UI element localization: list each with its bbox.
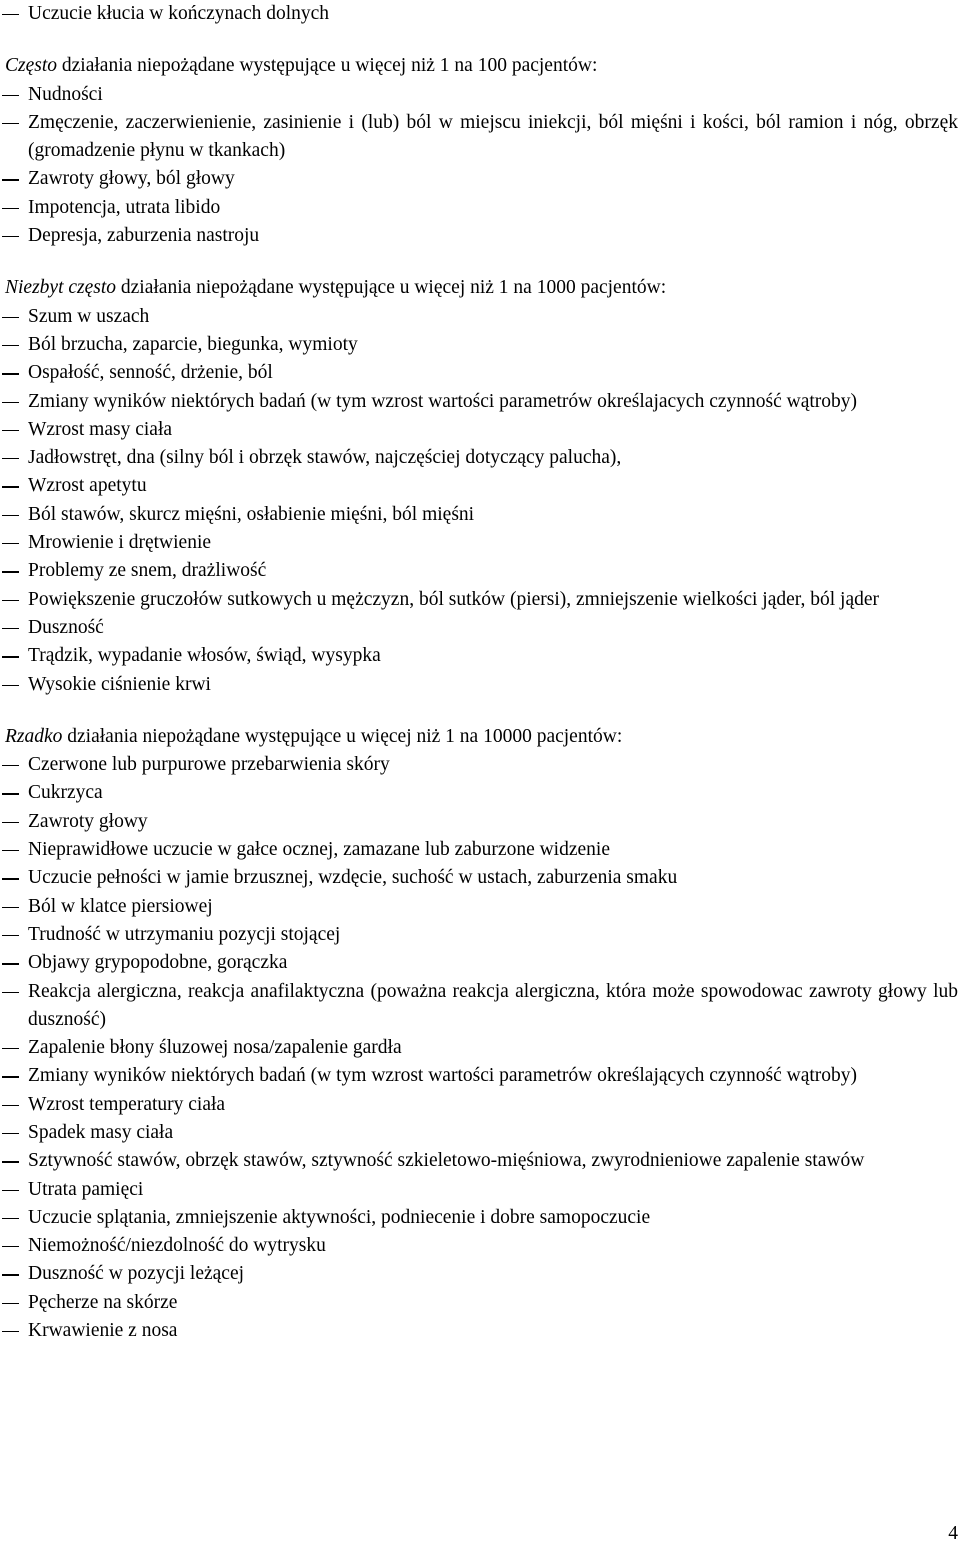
list-item: Powiększenie gruczołów sutkowych u mężczyzn, ból sutków (piersi), zmniejszenie wielkości jąder, ból jąder (0, 586, 960, 614)
frequency-label: Rzadko (5, 725, 63, 747)
list-item: Krwawienie z nosa (0, 1317, 960, 1345)
list-item: Duszność (0, 614, 960, 642)
list-item: Nudności (0, 81, 960, 109)
list-item: Depresja, zaburzenia nastroju (0, 222, 960, 250)
spacer (0, 699, 960, 723)
list-item: Objawy grypopodobne, gorączka (0, 949, 960, 977)
section-description: działania niepożądane występujące u więcej niż 1 na 1000 pacjentów: (116, 277, 667, 299)
list-item: Problemy ze snem, drażliwość (0, 557, 960, 585)
list-item: Ból w klatce piersiowej (0, 893, 960, 921)
list-item: Zmiany wyników niektórych badań (w tym wzrost wartości parametrów określających czynność wątroby) (0, 1062, 960, 1090)
list-item: Zmęczenie, zaczerwienienie, zasinienie i (lub) ból w miejscu iniekcji, ból mięśni i kości, ból ramion i nóg, obrzęk (gromadzenie płynu w tkankach) (0, 109, 960, 166)
frequency-label: Niezbyt często (5, 277, 117, 299)
section-heading (0, 274, 960, 302)
list-item: Zawroty głowy (0, 808, 960, 836)
list-item: Wzrost temperatury ciała (0, 1091, 960, 1119)
list-item: Zmiany wyników niektórych badań (w tym wzrost wartości parametrów określajacych czynność wątroby) (0, 388, 960, 416)
section-often (0, 52, 960, 250)
section-rare (0, 723, 960, 1346)
list-item: Ból stawów, skurcz mięśni, osłabienie mięśni, ból mięśni (0, 501, 960, 529)
section-heading (0, 723, 960, 751)
list-item: Niemożność/niezdolność do wytrysku (0, 1232, 960, 1260)
list-item: Zapalenie błony śluzowej nosa/zapalenie gardła (0, 1034, 960, 1062)
section-description: działania niepożądane występujące u więcej niż 1 na 100 pacjentów: (57, 55, 598, 77)
list-item: Wzrost masy ciała (0, 416, 960, 444)
list-item: Ból brzucha, zaparcie, biegunka, wymioty (0, 331, 960, 359)
list-item: Sztywność stawów, obrzęk stawów, sztywność szkieletowo-mięśniowa, zwyrodnieniowe zapalenie stawów (0, 1147, 960, 1175)
list-item: Szum w uszach (0, 303, 960, 331)
page-number: 4 (948, 1523, 958, 1544)
item-list (0, 751, 960, 1345)
list-item: Uczucie pełności w jamie brzusznej, wzdęcie, suchość w ustach, zaburzenia smaku (0, 864, 960, 892)
list-item: Reakcja alergiczna, reakcja anafilaktyczna (poważna reakcja alergiczna, która może spowodowac zawroty głowy lub duszność) (0, 978, 960, 1035)
list-item: Spadek masy ciała (0, 1119, 960, 1147)
item-list (0, 81, 960, 251)
list-item: Wysokie ciśnienie krwi (0, 671, 960, 699)
list-item: Jadłowstręt, dna (silny ból i obrzęk stawów, najczęściej dotyczący palucha), (0, 444, 960, 472)
list-item: Duszność w pozycji leżącej (0, 1260, 960, 1288)
list-item: Ospałość, senność, drżenie, ból (0, 359, 960, 387)
list-item: Trądzik, wypadanie włosów, świąd, wysypka (0, 642, 960, 670)
spacer (0, 250, 960, 274)
list-item: Nieprawidłowe uczucie w gałce ocznej, zamazane lub zaburzone widzenie (0, 836, 960, 864)
list-item: Cukrzyca (0, 779, 960, 807)
frequency-label: Często (5, 55, 58, 77)
section-description: działania niepożądane występujące u więcej niż 1 na 10000 pacjentów: (62, 725, 623, 747)
list-item: Czerwone lub purpurowe przebarwienia skóry (0, 751, 960, 779)
list-item: Mrowienie i drętwienie (0, 529, 960, 557)
list-item: Uczucie splątania, zmniejszenie aktywności, podniecenie i dobre samopoczucie (0, 1204, 960, 1232)
list-item: Uczucie kłucia w kończynach dolnych (0, 0, 960, 28)
item-list (0, 303, 960, 699)
section-uncommon (0, 274, 960, 698)
list-item: Trudność w utrzymaniu pozycji stojącej (0, 921, 960, 949)
list-item: Wzrost apetytu (0, 472, 960, 500)
list-item: Pęcherze na skórze (0, 1289, 960, 1317)
list-item: Utrata pamięci (0, 1176, 960, 1204)
spacer (0, 28, 960, 52)
list-item: Zawroty głowy, ból głowy (0, 165, 960, 193)
list-item: Impotencja, utrata libido (0, 194, 960, 222)
section-heading (0, 52, 960, 80)
